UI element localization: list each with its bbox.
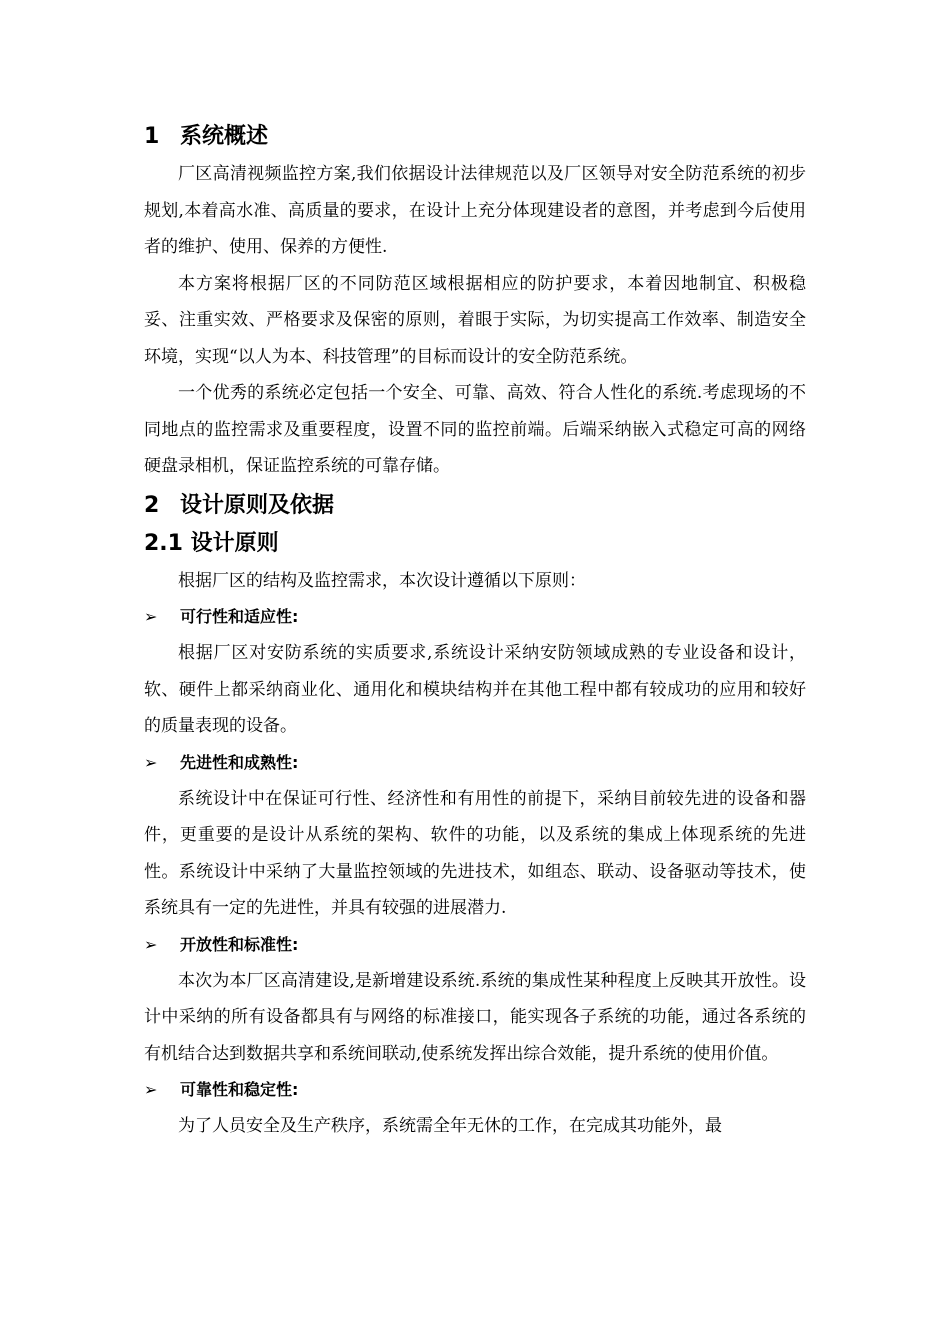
section-1-paragraph-2: 本方案将根据厂区的不同防范区域根据相应的防护要求，本着因地制宜、积极稳妥、注重实效、严格要求及保密的原则，着眼于实际，为切实提高工作效率、制造安全环境，实现“以人为本、科技管理”的目标而设计的安全防范系统。 [144,273,806,367]
principle-2-text: 系统设计中在保证可行性、经济性和有用性的前提下，采纳目前较先进的设备和器件，更重要的是设计从系统的架构、软件的功能，以及系统的集成上体现系统的先进性。系统设计中采纳了大量监控领域的先进技术，如组态、联动、设备驱动等技术，使系统具有一定的先进性，并具有较强的进展潜力. [144,788,806,918]
section-1-number: 1 [144,124,160,149]
principle-4-text: 为了人员安全及生产秩序，系统需全年无休的工作，在完成其功能外，最 [178,1116,722,1136]
principle-1-text: 根据厂区对安防系统的实质要求,系统设计采纳安防领域成熟的专业设备和设计，软、硬件上都采纳商业化、通用化和模块结构并在其他工程中都有较成功的应用和较好的质量表现的设备。 [144,643,806,736]
section-1-heading [144,118,806,156]
document-body [144,118,806,1145]
principle-1-heading [144,599,806,635]
section-1-title: 系统概述 [180,124,269,149]
principle-2-heading [144,745,806,781]
subsection-intro: 根据厂区的结构及监控需求，本次设计遵循以下原则： [178,570,586,591]
section-1-paragraph-1: 厂区高清视频监控方案,我们依据设计法律规范以及厂区领导对安全防范系统的初步规划,本着高水准、高质量的要求，在设计上充分体现建设者的意图，并考虑到今后使用者的维护、使用、保养的方便性. [144,164,806,257]
section-2-number: 2 [144,492,160,518]
arrow-bullet-icon: ➢ [144,1080,158,1099]
principle-3-text: 本次为本厂区高清建设,是新增建设系统.系统的集成性某种程度上反映其开放性。设计中采纳的所有设备都具有与网络的标准接口，能实现各子系统的功能，通过各系统的有机结合达到数据共享和系统间联动,使系统发挥出综合效能，提升系统的使用价值。 [144,970,806,1064]
principle-3-heading [144,927,806,963]
section-1-paragraph-3: 一个优秀的系统必定包括一个安全、可靠、高效、符合人性化的系统.考虑现场的不同地点的监控需求及重要程度，设置不同的监控前端。后端采纳嵌入式稳定可高的网络硬盘录相机，保证监控系统的可靠存储。 [144,383,806,476]
section-2-heading [144,487,806,525]
principle-3-title: 开放性和标准性: [180,934,299,954]
principle-2-title: 先进性和成熟性: [180,752,299,772]
principle-1-title: 可行性和适应性: [180,607,299,626]
section-2-title: 设计原则及依据 [180,492,335,518]
subsection-2-1-heading: 2.1 设计原则 [144,530,279,556]
principle-4-title: 可靠性和稳定性: [180,1080,299,1099]
arrow-bullet-icon: ➢ [144,934,158,954]
principle-4-heading [144,1072,806,1108]
arrow-bullet-icon: ➢ [144,752,158,772]
arrow-bullet-icon: ➢ [144,607,158,626]
